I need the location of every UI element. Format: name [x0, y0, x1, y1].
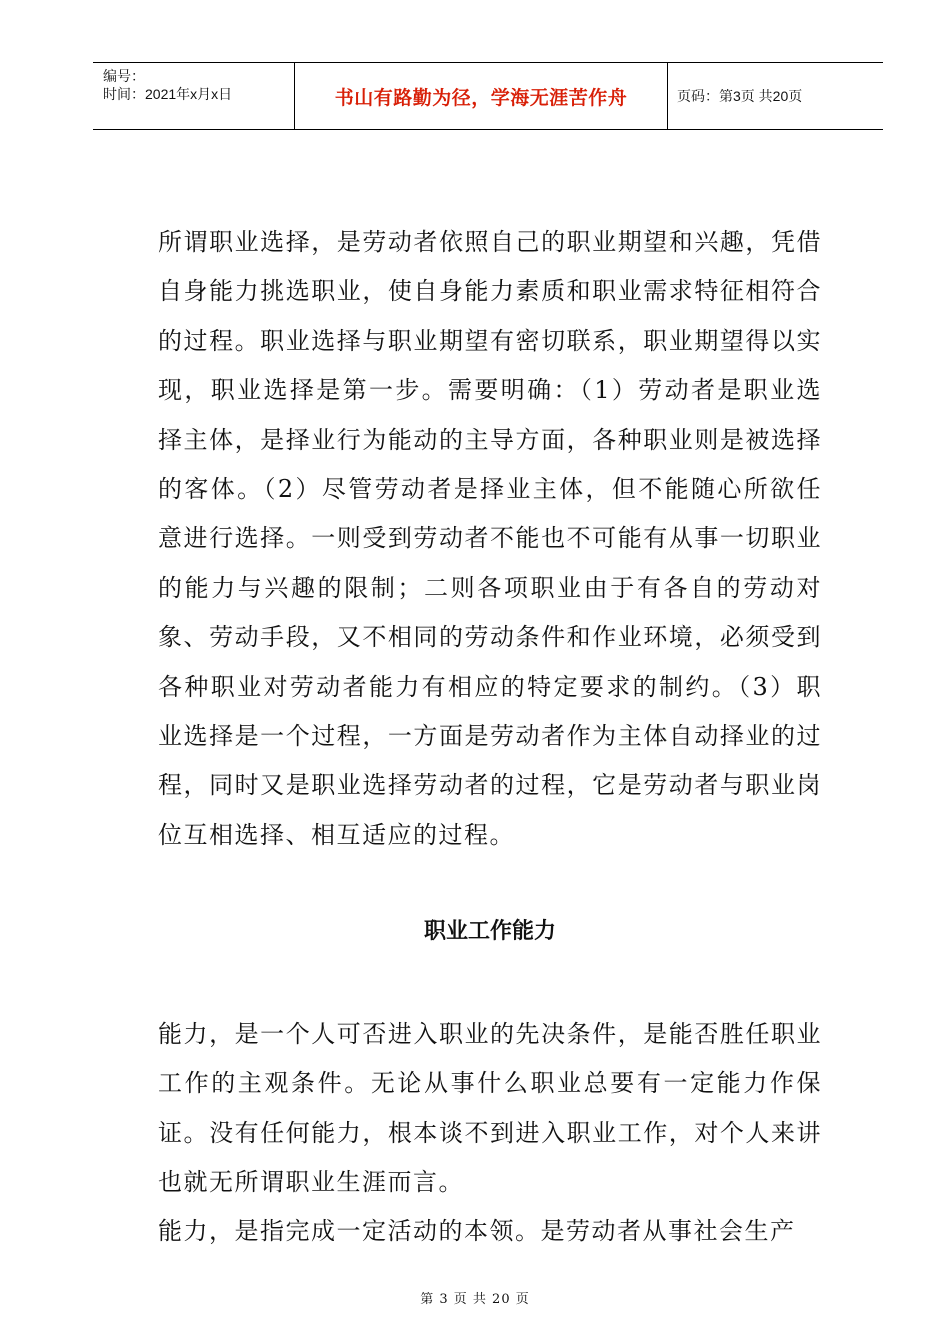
- document-body: [158, 218, 822, 1245]
- header-meta-cell: [93, 63, 295, 129]
- document-number-label: 编号：: [103, 68, 145, 84]
- paragraph-ability-prerequisite: 能力，是一个人可否进入职业的先决条件，是能否胜任职业工作的主观条件。无论从事什么职业总要有一定能力作保证。没有任何能力，根本谈不到进入职业工作，对个人来讲也就无所谓职业生涯而言。: [158, 1020, 822, 1197]
- page-header: [93, 62, 883, 130]
- paragraph-ability-definition: 能力，是指完成一定活动的本领。是劳动者从事社会生产: [158, 1217, 796, 1245]
- paragraph-career-choice: 所谓职业选择，是劳动者依照自己的职业期望和兴趣，凭借自身能力挑选职业，使自身能力素质和职业需求特征相符合的过程。职业选择与职业期望有密切联系，职业期望得以实现，职业选择是第一步。需要明确：（1）劳动者是职业选择主体，是择业行为能动的主导方面，各种职业则是被选择的客体。（2）尽管劳动者是择业主体，但不能随心所欲任意进行选择。一则受到劳动者不能也不可能有从事一切职业的能力与兴趣的限制；二则各项职业由于有各自的劳动对象、劳动手段，又不相同的劳动条件和作业环境，必须受到各种职业对劳动者能力有相应的特定要求的制约。（3）职业选择是一个过程，一方面是劳动者作为主体自动择业的过程，同时又是职业选择劳动者的过程，它是劳动者与职业岗位互相选择、相互适应的过程。: [158, 228, 822, 849]
- header-motto: 书山有路勤为径，学海无涯苦作舟: [334, 86, 628, 109]
- header-motto-cell: [295, 63, 668, 129]
- page-footer: 第 3 页 共 20 页: [420, 1292, 530, 1307]
- document-time-label: 时间：2021年x月x日: [103, 86, 233, 102]
- header-page-info: 页码：第3页 共20页: [677, 88, 803, 104]
- header-page-cell: [668, 63, 883, 129]
- section-heading: 职业工作能力: [423, 919, 556, 944]
